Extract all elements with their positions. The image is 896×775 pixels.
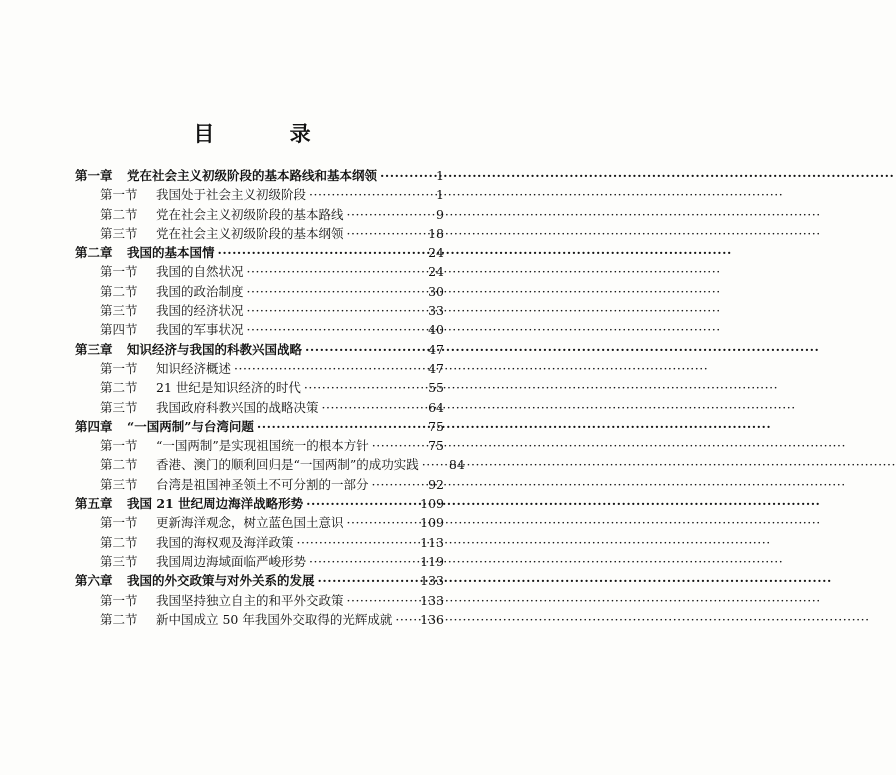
toc-entry-label: 第二节 xyxy=(100,283,138,299)
toc-section-entry[interactable] xyxy=(0,552,504,571)
dot-leader xyxy=(347,205,411,224)
toc-entry-page-number: 24 xyxy=(428,264,444,280)
toc-entry-label: 第五章 xyxy=(75,496,113,512)
toc-section-entry[interactable] xyxy=(0,475,504,494)
toc-entry-page-number: 113 xyxy=(420,534,444,550)
toc-entry-page-number: 1 xyxy=(436,187,444,203)
toc-entry-page-number: 9 xyxy=(436,206,444,222)
toc-entry-label: 第二节 xyxy=(100,380,138,396)
toc-entry-page-number: 119 xyxy=(420,553,444,569)
toc-section-entry[interactable] xyxy=(0,262,504,281)
toc-section-entry[interactable] xyxy=(0,185,504,204)
toc-entry-page-number: 136 xyxy=(420,611,444,627)
toc-section-entry[interactable] xyxy=(0,513,504,532)
toc-entry-page-number: 133 xyxy=(420,573,444,589)
toc-entry-title: 香港、澳门的顺利回归是“一国两制”的成功实践 xyxy=(156,457,419,473)
toc-entry-label: 第一节 xyxy=(100,360,138,376)
toc-entry-title: 我国周边海域面临严峻形势 xyxy=(156,553,307,569)
toc-entry-page-number: 47 xyxy=(428,360,444,376)
toc-section-entry[interactable] xyxy=(0,205,504,224)
toc-entry-label: 第三节 xyxy=(100,476,138,492)
dot-leader xyxy=(247,320,411,339)
toc-entry-title: 我国的基本国情 xyxy=(127,245,215,261)
toc-entry-page-number: 24 xyxy=(428,245,444,261)
toc-entry-title: 我国的外交政策与对外关系的发展 xyxy=(127,573,315,589)
toc-entry-label: 第三节 xyxy=(100,303,138,319)
toc-entry-title: 我国的自然状况 xyxy=(156,264,244,280)
toc-entry-page-number: 92 xyxy=(428,476,444,492)
toc-entry-label: 第一节 xyxy=(100,438,138,454)
toc-entry-title: 我国的军事状况 xyxy=(156,322,244,338)
toc-entry-label: 第一节 xyxy=(100,264,138,280)
toc-entry-label: 第二章 xyxy=(75,245,113,261)
toc-entry-title: 我国的海权观及海洋政策 xyxy=(156,534,294,550)
toc-entry-label: 第三节 xyxy=(100,399,138,415)
toc-entry-title: 党在社会主义初级阶段的基本路线和基本纲领 xyxy=(127,168,378,183)
toc-section-entry[interactable] xyxy=(0,224,504,243)
toc-entry-label: 第六章 xyxy=(75,573,113,589)
toc-section-entry[interactable] xyxy=(0,359,504,378)
toc-entry-title: 21 世纪是知识经济的时代 xyxy=(156,380,301,396)
dot-leader xyxy=(309,185,411,204)
toc-section-entry[interactable] xyxy=(0,591,504,610)
toc-entry-page-number: 64 xyxy=(428,399,444,415)
dot-leader xyxy=(247,282,411,301)
toc-entry-label: 第三章 xyxy=(75,341,113,357)
dot-leader xyxy=(247,301,411,320)
dot-leader xyxy=(380,166,411,185)
toc-entry-page-number: 1 xyxy=(436,168,444,183)
dot-leader xyxy=(347,224,411,243)
toc-section-entry[interactable] xyxy=(0,301,504,320)
dot-leader xyxy=(422,455,432,474)
toc-entry-label: 第一节 xyxy=(100,187,138,203)
dot-leader xyxy=(305,340,411,359)
toc-entry-label: 第三节 xyxy=(100,553,138,569)
toc-section-entry[interactable] xyxy=(0,533,504,552)
dot-leader xyxy=(322,398,411,417)
toc-entry-title: 我国 21 世纪周边海洋战略形势 xyxy=(127,496,304,512)
dot-leader xyxy=(318,571,411,590)
table-of-contents xyxy=(0,166,504,629)
toc-entry-title: 我国坚持独立自主的和平外交政策 xyxy=(156,592,344,608)
toc-entry-page-number: 40 xyxy=(428,322,444,338)
toc-entry-label: 第二节 xyxy=(100,611,138,627)
toc-chapter-entry[interactable] xyxy=(0,494,504,513)
toc-chapter-entry[interactable] xyxy=(0,417,504,436)
toc-section-entry[interactable] xyxy=(0,282,504,301)
toc-entry-label: 第二节 xyxy=(100,206,138,222)
toc-entry-label: 第三节 xyxy=(100,225,138,241)
toc-entry-page-number: 30 xyxy=(428,283,444,299)
toc-entry-label: 第一节 xyxy=(100,592,138,608)
toc-entry-title: 我国处于社会主义初级阶段 xyxy=(156,187,307,203)
toc-chapter-entry[interactable] xyxy=(0,340,504,359)
toc-entry-page-number: 84 xyxy=(448,457,465,473)
dot-leader xyxy=(347,513,411,532)
toc-entry-label: 第四章 xyxy=(75,418,113,434)
toc-entry-title: 我国的经济状况 xyxy=(156,303,244,319)
toc-section-entry[interactable] xyxy=(0,398,504,417)
dot-leader xyxy=(395,610,411,629)
toc-entry-label: 第一节 xyxy=(100,515,138,531)
dot-leader xyxy=(218,243,411,262)
dot-leader xyxy=(247,262,411,281)
toc-entry-title: “一国两制”是实现祖国统一的根本方针 xyxy=(156,438,369,454)
toc-entry-title: 台湾是祖国神圣领土不可分割的一部分 xyxy=(156,476,369,492)
toc-entry-title: 我国政府科教兴国的战略决策 xyxy=(156,399,319,415)
toc-entry-title: “一国两制”与台湾问题 xyxy=(127,418,254,434)
toc-chapter-entry[interactable] xyxy=(0,571,504,590)
toc-entry-title: 知识经济概述 xyxy=(156,360,232,376)
toc-entry-page-number: 109 xyxy=(420,515,444,531)
toc-section-entry[interactable] xyxy=(0,436,504,455)
dot-leader xyxy=(372,436,411,455)
toc-section-entry[interactable] xyxy=(0,455,504,474)
toc-entry-label: 第二节 xyxy=(100,534,138,550)
dot-leader xyxy=(372,475,411,494)
dot-leader xyxy=(234,359,411,378)
toc-section-entry[interactable] xyxy=(0,610,504,629)
dot-leader xyxy=(306,494,411,513)
toc-entry-page-number: 18 xyxy=(428,225,444,241)
toc-entry-title: 新中国成立 50 年我国外交取得的光辉成就 xyxy=(156,611,393,627)
toc-entry-title: 更新海洋观念，树立蓝色国土意识 xyxy=(156,515,344,531)
dot-leader xyxy=(347,591,411,610)
toc-chapter-entry[interactable] xyxy=(0,166,504,185)
toc-entry-page-number: 133 xyxy=(420,592,444,608)
toc-entry-label: 第四节 xyxy=(100,322,138,338)
toc-entry-label: 第二节 xyxy=(100,457,138,473)
toc-entry-page-number: 33 xyxy=(428,303,444,319)
toc-entry-page-number: 109 xyxy=(420,496,444,512)
toc-entry-page-number: 75 xyxy=(428,438,444,454)
toc-entry-page-number: 55 xyxy=(428,380,444,396)
toc-entry-title: 我国的政治制度 xyxy=(156,283,244,299)
dot-leader xyxy=(297,533,411,552)
toc-section-entry[interactable] xyxy=(0,320,504,339)
toc-entry-page-number: 47 xyxy=(428,341,444,357)
toc-entry-title: 知识经济与我国的科教兴国战略 xyxy=(127,341,303,357)
toc-entry-label: 第一章 xyxy=(75,168,113,183)
page-title: 目 录 xyxy=(193,121,345,147)
toc-entry-page-number: 75 xyxy=(428,418,444,434)
dot-leader xyxy=(304,378,411,397)
toc-section-entry[interactable] xyxy=(0,378,504,397)
dot-leader xyxy=(309,552,411,571)
toc-chapter-entry[interactable] xyxy=(0,243,504,262)
toc-entry-title: 党在社会主义初级阶段的基本路线 xyxy=(156,206,344,222)
toc-entry-title: 党在社会主义初级阶段的基本纲领 xyxy=(156,225,344,241)
dot-leader xyxy=(257,417,411,436)
